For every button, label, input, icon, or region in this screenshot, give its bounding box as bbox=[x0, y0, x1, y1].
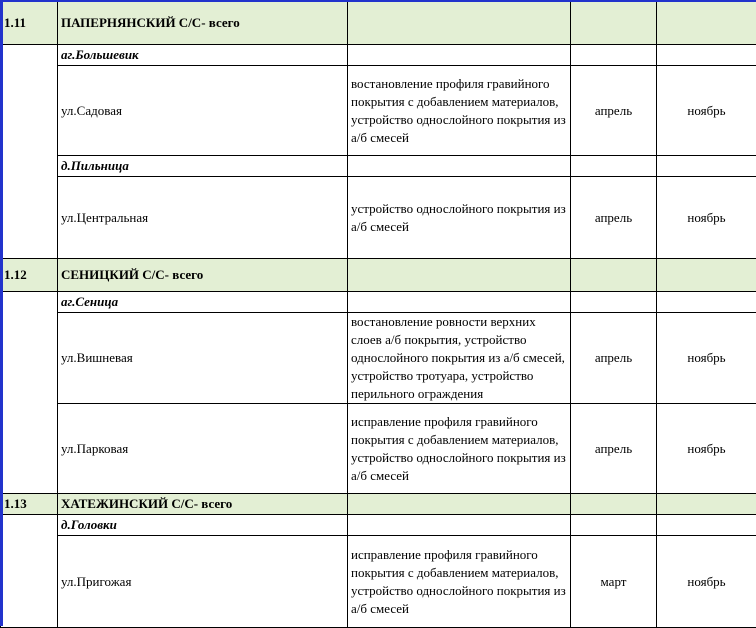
end-month[interactable]: ноябрь bbox=[657, 66, 756, 156]
street-name[interactable]: ул.Вишневая bbox=[58, 313, 348, 404]
empty-cell[interactable] bbox=[657, 1, 756, 45]
end-month[interactable]: ноябрь bbox=[657, 404, 756, 494]
end-month[interactable]: ноябрь bbox=[657, 177, 756, 259]
empty-cell[interactable] bbox=[571, 156, 657, 177]
street-name[interactable]: ул.Парковая bbox=[58, 404, 348, 494]
street-name[interactable]: ул.Садовая bbox=[58, 66, 348, 156]
location-row bbox=[1, 515, 756, 536]
empty-cell[interactable] bbox=[348, 156, 571, 177]
section-number[interactable]: 1.11 bbox=[1, 1, 58, 45]
table-row bbox=[1, 177, 756, 259]
empty-cell[interactable] bbox=[348, 259, 571, 292]
end-month[interactable]: ноябрь bbox=[657, 313, 756, 404]
table-row bbox=[1, 404, 756, 494]
work-description[interactable]: исправление профиля гравийного покрытия с добавлением материалов, устройство однослойного покрытия из а/б смесей bbox=[348, 536, 571, 628]
start-month[interactable]: апрель bbox=[571, 177, 657, 259]
empty-cell[interactable] bbox=[1, 45, 58, 259]
empty-cell[interactable] bbox=[571, 494, 657, 515]
selection-border-top bbox=[0, 0, 756, 2]
end-month[interactable]: ноябрь bbox=[657, 536, 756, 628]
location-row bbox=[1, 292, 756, 313]
section-row bbox=[1, 494, 756, 515]
empty-cell[interactable] bbox=[657, 515, 756, 536]
work-description[interactable]: востановление профиля гравийного покрытия с добавлением материалов, устройство однослойного покрытия из а/б смесей bbox=[348, 66, 571, 156]
table-row bbox=[1, 66, 756, 156]
selection-border-left bbox=[0, 0, 3, 626]
street-name[interactable]: ул.Пригожая bbox=[58, 536, 348, 628]
empty-cell[interactable] bbox=[657, 156, 756, 177]
work-description[interactable]: исправление профиля гравийного покрытия с добавлением материалов, устройство однослойного покрытия из а/б смесей bbox=[348, 404, 571, 494]
location-name[interactable]: аг.Большевик bbox=[58, 45, 348, 66]
empty-cell[interactable] bbox=[571, 515, 657, 536]
location-name[interactable]: д.Головки bbox=[58, 515, 348, 536]
section-title[interactable]: ПАПЕРНЯНСКИЙ С/С- всего bbox=[58, 1, 348, 45]
location-name[interactable]: аг.Сеница bbox=[58, 292, 348, 313]
location-row bbox=[1, 156, 756, 177]
empty-cell[interactable] bbox=[348, 292, 571, 313]
empty-cell[interactable] bbox=[657, 45, 756, 66]
start-month[interactable]: апрель bbox=[571, 313, 657, 404]
work-description[interactable]: устройство однослойного покрытия из а/б смесей bbox=[348, 177, 571, 259]
street-name[interactable]: ул.Центральная bbox=[58, 177, 348, 259]
empty-cell[interactable] bbox=[348, 494, 571, 515]
empty-cell[interactable] bbox=[348, 1, 571, 45]
section-title[interactable]: ХАТЕЖИНСКИЙ С/С- всего bbox=[58, 494, 348, 515]
empty-cell[interactable] bbox=[657, 259, 756, 292]
section-number[interactable]: 1.13 bbox=[1, 494, 58, 515]
empty-cell[interactable] bbox=[571, 259, 657, 292]
empty-cell[interactable] bbox=[657, 494, 756, 515]
empty-cell[interactable] bbox=[1, 515, 58, 628]
empty-cell[interactable] bbox=[571, 45, 657, 66]
table-row bbox=[1, 536, 756, 628]
section-row bbox=[1, 1, 756, 45]
empty-cell[interactable] bbox=[657, 292, 756, 313]
start-month[interactable]: апрель bbox=[571, 66, 657, 156]
empty-cell[interactable] bbox=[348, 515, 571, 536]
empty-cell[interactable] bbox=[571, 292, 657, 313]
empty-cell[interactable] bbox=[571, 1, 657, 45]
empty-cell[interactable] bbox=[1, 292, 58, 494]
section-title[interactable]: СЕНИЦКИЙ С/С- всего bbox=[58, 259, 348, 292]
empty-cell[interactable] bbox=[348, 45, 571, 66]
start-month[interactable]: апрель bbox=[571, 404, 657, 494]
work-description[interactable]: востановление ровности верхних слоев а/б покрытия, устройство однослойного покрытия из а/б смесей, устройство тротуара, устройство перильного ограждения bbox=[348, 313, 571, 404]
table-row bbox=[1, 313, 756, 404]
location-name[interactable]: д.Пильница bbox=[58, 156, 348, 177]
section-row bbox=[1, 259, 756, 292]
section-number[interactable]: 1.12 bbox=[1, 259, 58, 292]
location-row bbox=[1, 45, 756, 66]
start-month[interactable]: март bbox=[571, 536, 657, 628]
